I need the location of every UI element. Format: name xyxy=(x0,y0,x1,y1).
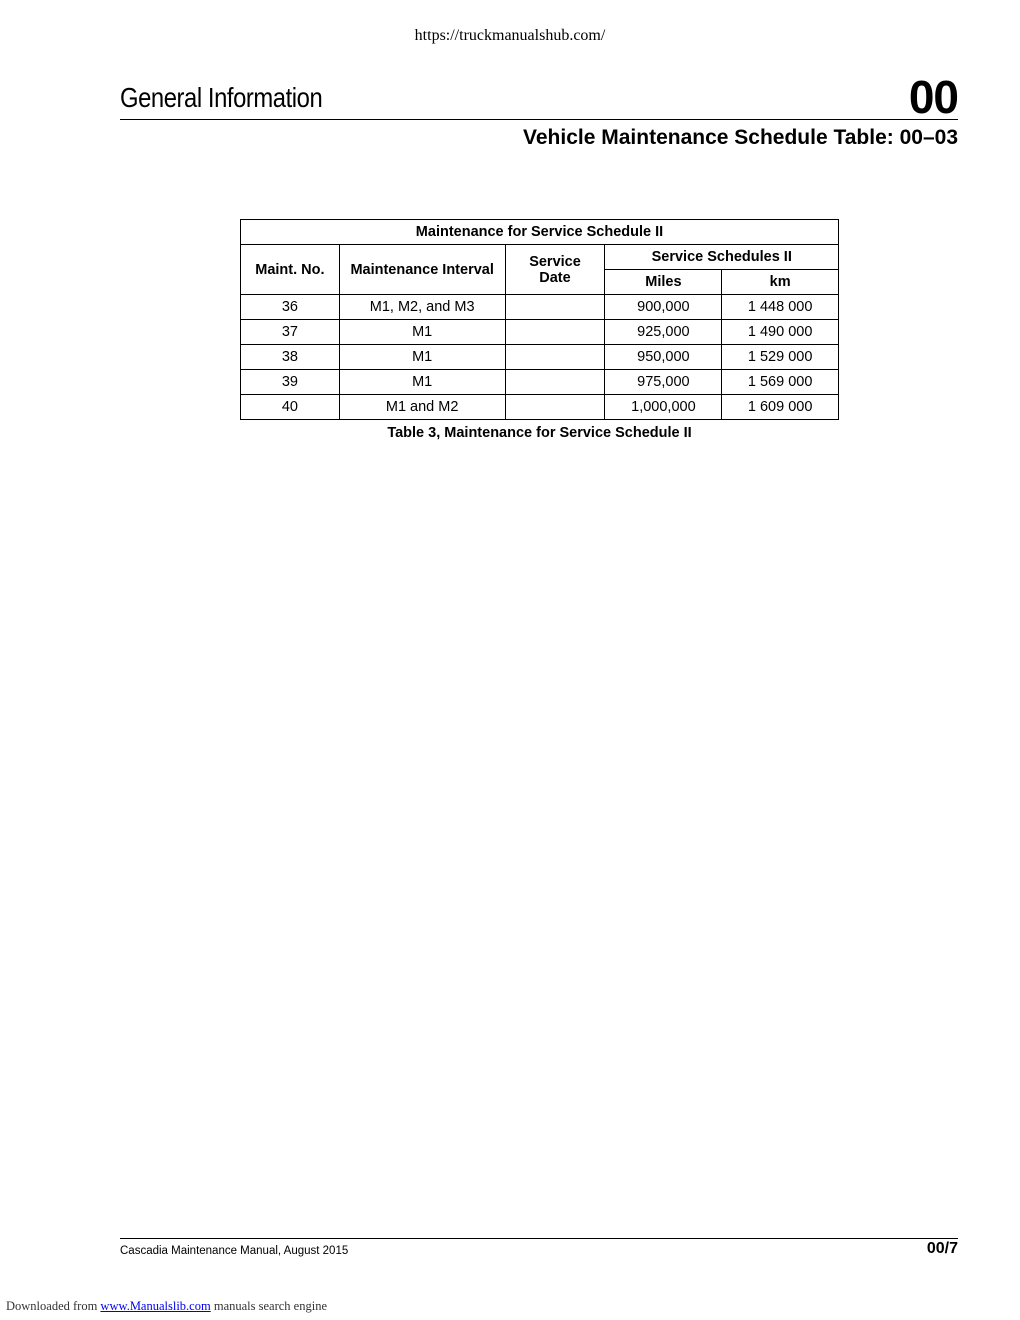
page-title: General Information xyxy=(120,82,323,113)
cell-maint-no: 39 xyxy=(241,370,340,395)
download-note-suffix: manuals search engine xyxy=(213,1299,327,1313)
table-row xyxy=(241,295,839,320)
table-row xyxy=(241,345,839,370)
cell-maint-no: 38 xyxy=(241,345,340,370)
cell-km: 1 529 000 xyxy=(722,345,839,370)
header-service-schedules: Service Schedules II xyxy=(605,245,839,270)
cell-miles: 1,000,000 xyxy=(605,395,722,420)
header-maint-no: Maint. No. xyxy=(241,245,340,295)
header-maintenance-interval: Maintenance Interval xyxy=(339,245,505,295)
header-service-date xyxy=(505,245,605,295)
cell-service-date xyxy=(505,345,605,370)
cell-miles: 925,000 xyxy=(605,320,722,345)
manualslib-link[interactable]: www.Manualslib.com xyxy=(100,1299,211,1313)
cell-maintenance-interval: M1 and M2 xyxy=(339,395,505,420)
download-note xyxy=(6,1299,327,1314)
table-title: Maintenance for Service Schedule II xyxy=(241,220,839,245)
table-row xyxy=(241,370,839,395)
table-row xyxy=(241,320,839,345)
table-row xyxy=(241,395,839,420)
cell-miles: 975,000 xyxy=(605,370,722,395)
page-subtitle: Vehicle Maintenance Schedule Table: 00–03 xyxy=(523,126,958,149)
cell-miles: 900,000 xyxy=(605,295,722,320)
cell-miles: 950,000 xyxy=(605,345,722,370)
table-caption: Table 3, Maintenance for Service Schedule II xyxy=(387,425,692,441)
table-body xyxy=(241,295,839,420)
maintenance-table-section xyxy=(240,219,839,441)
maintenance-table xyxy=(240,219,839,420)
cell-maintenance-interval: M1 xyxy=(339,320,505,345)
cell-km: 1 609 000 xyxy=(722,395,839,420)
header-miles: Miles xyxy=(605,270,722,295)
cell-maint-no: 37 xyxy=(241,320,340,345)
cell-km: 1 448 000 xyxy=(722,295,839,320)
footer-manual-title: Cascadia Maintenance Manual, August 2015 xyxy=(120,1245,349,1257)
cell-maintenance-interval: M1 xyxy=(339,370,505,395)
cell-maint-no: 40 xyxy=(241,395,340,420)
header-service-date-label: Service Date xyxy=(529,253,581,286)
footer-page-number: 00/7 xyxy=(926,1240,958,1257)
cell-km: 1 569 000 xyxy=(722,370,839,395)
cell-service-date xyxy=(505,370,605,395)
download-note-prefix: Downloaded from xyxy=(6,1299,98,1313)
footer-rule xyxy=(120,1238,958,1239)
cell-service-date xyxy=(505,295,605,320)
header-km: km xyxy=(722,270,839,295)
cell-service-date xyxy=(505,320,605,345)
cell-maintenance-interval: M1, M2, and M3 xyxy=(339,295,505,320)
header-rule xyxy=(120,119,958,120)
top-url: https://truckmanualshub.com/ xyxy=(414,27,606,44)
cell-service-date xyxy=(505,395,605,420)
cell-maint-no: 36 xyxy=(241,295,340,320)
section-number: 00 xyxy=(908,71,958,123)
cell-km: 1 490 000 xyxy=(722,320,839,345)
cell-maintenance-interval: M1 xyxy=(339,345,505,370)
